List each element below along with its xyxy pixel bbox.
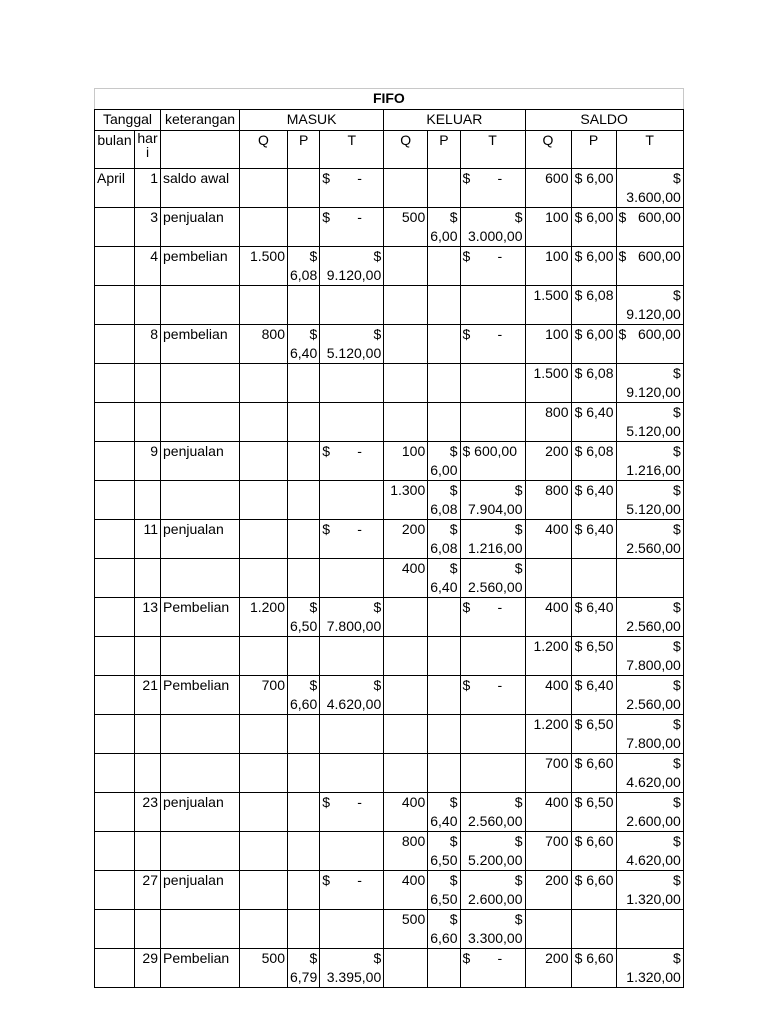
header-masuk-t: T xyxy=(320,131,384,169)
cell-masuk-p: $ 6,08 xyxy=(288,247,320,286)
cell-masuk-t xyxy=(320,637,384,676)
cell-keluar-p: $ 6,08 xyxy=(428,520,460,559)
cell-bulan xyxy=(95,208,135,247)
cell-keluar-p: $ 6,00 xyxy=(428,442,460,481)
cell-bulan xyxy=(95,910,135,949)
cell-keluar-t: $ 2.560,00 xyxy=(460,793,525,832)
cell-keluar-q: 500 xyxy=(384,208,428,247)
cell-keluar-q: 500 xyxy=(384,910,428,949)
cell-saldo-q: 200 xyxy=(525,442,571,481)
cell-masuk-p xyxy=(288,403,320,442)
cell-saldo-t: $ 2.560,00 xyxy=(616,676,683,715)
table-row xyxy=(95,637,684,676)
cell-saldo-t: $ 7.800,00 xyxy=(616,715,683,754)
cell-hari: 23 xyxy=(135,793,161,832)
table-row xyxy=(95,325,684,364)
table-row xyxy=(95,871,684,910)
cell-masuk-t: $ - xyxy=(320,793,384,832)
cell-saldo-t: $ 1.320,00 xyxy=(616,949,683,988)
cell-bulan xyxy=(95,442,135,481)
cell-masuk-q: 500 xyxy=(240,949,288,988)
cell-hari xyxy=(135,637,161,676)
cell-masuk-p xyxy=(288,520,320,559)
cell-keluar-t: $ - xyxy=(460,247,525,286)
cell-hari xyxy=(135,286,161,325)
cell-keterangan: Pembelian xyxy=(161,949,240,988)
cell-masuk-t xyxy=(320,715,384,754)
cell-hari: 11 xyxy=(135,520,161,559)
cell-keluar-p xyxy=(428,715,460,754)
cell-masuk-q xyxy=(240,208,288,247)
cell-saldo-q: 1.500 xyxy=(525,286,571,325)
cell-keluar-p: $ 6,40 xyxy=(428,793,460,832)
cell-bulan xyxy=(95,949,135,988)
cell-keluar-q xyxy=(384,676,428,715)
cell-keluar-p: $ 6,08 xyxy=(428,481,460,520)
cell-saldo-t: $ 600,00 xyxy=(616,325,683,364)
cell-masuk-t xyxy=(320,910,384,949)
header-tanggal: Tanggal xyxy=(95,110,161,131)
cell-keterangan: penjualan xyxy=(161,208,240,247)
cell-keluar-t xyxy=(460,715,525,754)
cell-saldo-p xyxy=(571,910,616,949)
cell-keluar-t: $ 7.904,00 xyxy=(460,481,525,520)
cell-bulan xyxy=(95,559,135,598)
cell-masuk-t: $ 3.395,00 xyxy=(320,949,384,988)
header-keterangan: keterangan xyxy=(161,110,240,131)
cell-saldo-t: $ 9.120,00 xyxy=(616,286,683,325)
table-row xyxy=(95,169,684,208)
table-row xyxy=(95,559,684,598)
table-row xyxy=(95,949,684,988)
cell-keluar-q xyxy=(384,169,428,208)
cell-keterangan xyxy=(161,715,240,754)
cell-keluar-p xyxy=(428,637,460,676)
cell-masuk-q: 1.200 xyxy=(240,598,288,637)
table-row xyxy=(95,793,684,832)
cell-hari: 27 xyxy=(135,871,161,910)
cell-masuk-q xyxy=(240,715,288,754)
cell-keluar-q: 400 xyxy=(384,793,428,832)
cell-saldo-q xyxy=(525,910,571,949)
cell-saldo-p: $ 6,08 xyxy=(571,364,616,403)
cell-masuk-q xyxy=(240,520,288,559)
cell-keterangan: penjualan xyxy=(161,793,240,832)
cell-saldo-t: $ 4.620,00 xyxy=(616,832,683,871)
cell-keluar-q: 1.300 xyxy=(384,481,428,520)
cell-bulan xyxy=(95,364,135,403)
cell-keluar-q: 400 xyxy=(384,559,428,598)
cell-hari xyxy=(135,910,161,949)
table-row xyxy=(95,832,684,871)
cell-saldo-t: $ 2.600,00 xyxy=(616,793,683,832)
cell-keluar-q xyxy=(384,364,428,403)
cell-saldo-p: $ 6,60 xyxy=(571,754,616,793)
cell-masuk-q xyxy=(240,403,288,442)
header-masuk: MASUK xyxy=(240,110,384,131)
table-row xyxy=(95,208,684,247)
cell-bulan xyxy=(95,637,135,676)
cell-saldo-p: $ 6,08 xyxy=(571,442,616,481)
cell-saldo-t: $ 2.560,00 xyxy=(616,520,683,559)
cell-bulan xyxy=(95,286,135,325)
cell-keluar-q: 100 xyxy=(384,442,428,481)
fifo-table xyxy=(94,88,684,988)
cell-masuk-t: $ 5.120,00 xyxy=(320,325,384,364)
cell-masuk-q xyxy=(240,442,288,481)
header-keluar-p: P xyxy=(428,131,460,169)
cell-saldo-t xyxy=(616,910,683,949)
cell-keterangan: pembelian xyxy=(161,325,240,364)
cell-masuk-q xyxy=(240,559,288,598)
cell-saldo-q: 100 xyxy=(525,247,571,286)
header-bulan: bulan xyxy=(95,131,135,169)
table-row xyxy=(95,364,684,403)
cell-keterangan: penjualan xyxy=(161,520,240,559)
cell-bulan xyxy=(95,715,135,754)
cell-keluar-p: $ 6,60 xyxy=(428,910,460,949)
cell-hari: 29 xyxy=(135,949,161,988)
cell-masuk-p xyxy=(288,715,320,754)
cell-saldo-t xyxy=(616,559,683,598)
cell-saldo-t: $ 5.120,00 xyxy=(616,481,683,520)
cell-saldo-q: 600 xyxy=(525,169,571,208)
cell-keterangan xyxy=(161,832,240,871)
cell-keluar-p xyxy=(428,754,460,793)
cell-keluar-t: $ 3.300,00 xyxy=(460,910,525,949)
cell-masuk-q xyxy=(240,169,288,208)
cell-saldo-q: 100 xyxy=(525,325,571,364)
cell-keluar-t: $ 5.200,00 xyxy=(460,832,525,871)
cell-masuk-q xyxy=(240,364,288,403)
cell-saldo-p: $ 6,60 xyxy=(571,832,616,871)
cell-saldo-p: $ 6,00 xyxy=(571,169,616,208)
cell-keterangan: Pembelian xyxy=(161,676,240,715)
cell-keluar-q xyxy=(384,715,428,754)
cell-keterangan xyxy=(161,403,240,442)
header-saldo-q: Q xyxy=(525,131,571,169)
cell-saldo-p: $ 6,40 xyxy=(571,676,616,715)
cell-keluar-t: $ 1.216,00 xyxy=(460,520,525,559)
cell-keterangan xyxy=(161,637,240,676)
cell-keluar-t: $ 2.600,00 xyxy=(460,871,525,910)
cell-bulan xyxy=(95,793,135,832)
header-masuk-p: P xyxy=(288,131,320,169)
cell-keluar-t: $ 2.560,00 xyxy=(460,559,525,598)
cell-masuk-p xyxy=(288,364,320,403)
cell-saldo-q: 700 xyxy=(525,832,571,871)
cell-masuk-t xyxy=(320,832,384,871)
cell-keluar-p xyxy=(428,286,460,325)
table-row xyxy=(95,598,684,637)
cell-masuk-t: $ 4.620,00 xyxy=(320,676,384,715)
cell-saldo-q: 400 xyxy=(525,520,571,559)
cell-masuk-p: $ 6,79 xyxy=(288,949,320,988)
cell-keluar-q xyxy=(384,325,428,364)
cell-saldo-q: 400 xyxy=(525,793,571,832)
cell-masuk-p xyxy=(288,637,320,676)
cell-keterangan: pembelian xyxy=(161,247,240,286)
table-row xyxy=(95,715,684,754)
cell-keluar-t xyxy=(460,286,525,325)
cell-bulan: April xyxy=(95,169,135,208)
cell-keterangan xyxy=(161,481,240,520)
cell-hari xyxy=(135,559,161,598)
cell-masuk-t xyxy=(320,286,384,325)
table-row xyxy=(95,676,684,715)
cell-saldo-t: $ 600,00 xyxy=(616,247,683,286)
cell-keluar-p xyxy=(428,325,460,364)
cell-keluar-p xyxy=(428,676,460,715)
cell-saldo-p: $ 6,00 xyxy=(571,208,616,247)
cell-hari xyxy=(135,832,161,871)
table-row xyxy=(95,442,684,481)
cell-saldo-p: $ 6,08 xyxy=(571,286,616,325)
cell-masuk-q: 700 xyxy=(240,676,288,715)
cell-keluar-p xyxy=(428,403,460,442)
cell-masuk-p xyxy=(288,442,320,481)
cell-saldo-q: 200 xyxy=(525,871,571,910)
cell-hari: 1 xyxy=(135,169,161,208)
cell-saldo-q: 1.200 xyxy=(525,715,571,754)
cell-keluar-q xyxy=(384,754,428,793)
cell-saldo-q: 800 xyxy=(525,403,571,442)
cell-saldo-t: $ 600,00 xyxy=(616,208,683,247)
cell-masuk-t: $ - xyxy=(320,208,384,247)
cell-keluar-q xyxy=(384,403,428,442)
cell-saldo-t: $ 3.600,00 xyxy=(616,169,683,208)
cell-bulan xyxy=(95,676,135,715)
cell-keterangan xyxy=(161,559,240,598)
cell-saldo-t: $ 5.120,00 xyxy=(616,403,683,442)
cell-bulan xyxy=(95,871,135,910)
cell-saldo-p xyxy=(571,559,616,598)
table-row xyxy=(95,403,684,442)
cell-masuk-t xyxy=(320,754,384,793)
cell-masuk-q xyxy=(240,871,288,910)
cell-masuk-q xyxy=(240,910,288,949)
cell-keluar-p: $ 6,50 xyxy=(428,832,460,871)
cell-masuk-p: $ 6,60 xyxy=(288,676,320,715)
cell-keluar-t: $ - xyxy=(460,598,525,637)
cell-keluar-q: 400 xyxy=(384,871,428,910)
cell-bulan xyxy=(95,247,135,286)
cell-hari: 21 xyxy=(135,676,161,715)
cell-keluar-p: $ 6,40 xyxy=(428,559,460,598)
cell-saldo-p: $ 6,50 xyxy=(571,793,616,832)
cell-bulan xyxy=(95,598,135,637)
cell-saldo-q: 800 xyxy=(525,481,571,520)
cell-bulan xyxy=(95,481,135,520)
cell-keluar-q: 800 xyxy=(384,832,428,871)
cell-keterangan: saldo awal xyxy=(161,169,240,208)
cell-keluar-p xyxy=(428,949,460,988)
header-keterangan-blank xyxy=(161,131,240,169)
table-row xyxy=(95,286,684,325)
table-row xyxy=(95,754,684,793)
header-saldo: SALDO xyxy=(525,110,683,131)
cell-masuk-t: $ - xyxy=(320,871,384,910)
cell-saldo-p: $ 6,50 xyxy=(571,715,616,754)
cell-keluar-t: $ - xyxy=(460,949,525,988)
cell-bulan xyxy=(95,325,135,364)
cell-saldo-t: $ 1.216,00 xyxy=(616,442,683,481)
header-keluar-t: T xyxy=(460,131,525,169)
cell-hari xyxy=(135,754,161,793)
cell-masuk-q xyxy=(240,286,288,325)
cell-bulan xyxy=(95,520,135,559)
cell-keluar-t xyxy=(460,364,525,403)
cell-saldo-q: 1.500 xyxy=(525,364,571,403)
cell-keterangan: penjualan xyxy=(161,442,240,481)
cell-saldo-p: $ 6,40 xyxy=(571,481,616,520)
header-keluar: KELUAR xyxy=(384,110,525,131)
cell-masuk-p xyxy=(288,559,320,598)
cell-keluar-t: $ 3.000,00 xyxy=(460,208,525,247)
cell-keluar-q xyxy=(384,598,428,637)
cell-keluar-p xyxy=(428,247,460,286)
cell-masuk-p xyxy=(288,871,320,910)
table-row xyxy=(95,910,684,949)
cell-keluar-p xyxy=(428,598,460,637)
cell-masuk-t: $ 7.800,00 xyxy=(320,598,384,637)
table-title: FIFO xyxy=(95,89,684,110)
header-saldo-t: T xyxy=(616,131,683,169)
table-row xyxy=(95,247,684,286)
cell-masuk-q xyxy=(240,793,288,832)
cell-keluar-t xyxy=(460,403,525,442)
cell-bulan xyxy=(95,832,135,871)
cell-keluar-t: $ - xyxy=(460,169,525,208)
cell-masuk-p: $ 6,40 xyxy=(288,325,320,364)
cell-masuk-p: $ 6,50 xyxy=(288,598,320,637)
cell-hari: 3 xyxy=(135,208,161,247)
cell-keluar-p xyxy=(428,364,460,403)
cell-masuk-t: $ - xyxy=(320,442,384,481)
header-hari: hari xyxy=(135,131,161,169)
cell-saldo-p: $ 6,60 xyxy=(571,949,616,988)
cell-keluar-t: $ - xyxy=(460,325,525,364)
cell-saldo-p: $ 6,40 xyxy=(571,598,616,637)
cell-keluar-p: $ 6,50 xyxy=(428,871,460,910)
cell-masuk-q xyxy=(240,832,288,871)
cell-saldo-p: $ 6,00 xyxy=(571,325,616,364)
cell-bulan xyxy=(95,754,135,793)
cell-saldo-t: $ 1.320,00 xyxy=(616,871,683,910)
cell-keterangan xyxy=(161,754,240,793)
cell-saldo-p: $ 6,60 xyxy=(571,871,616,910)
header-keluar-q: Q xyxy=(384,131,428,169)
cell-masuk-q: 1.500 xyxy=(240,247,288,286)
cell-masuk-p xyxy=(288,286,320,325)
header-saldo-p: P xyxy=(571,131,616,169)
cell-saldo-t: $ 7.800,00 xyxy=(616,637,683,676)
cell-masuk-t: $ - xyxy=(320,520,384,559)
table-row xyxy=(95,520,684,559)
cell-hari: 4 xyxy=(135,247,161,286)
cell-saldo-t: $ 9.120,00 xyxy=(616,364,683,403)
cell-keluar-q xyxy=(384,637,428,676)
cell-keluar-p: $ 6,00 xyxy=(428,208,460,247)
cell-keluar-q xyxy=(384,286,428,325)
cell-masuk-p xyxy=(288,754,320,793)
cell-saldo-q: 100 xyxy=(525,208,571,247)
cell-saldo-p: $ 6,40 xyxy=(571,403,616,442)
cell-masuk-p xyxy=(288,832,320,871)
cell-masuk-q xyxy=(240,754,288,793)
cell-masuk-p xyxy=(288,481,320,520)
cell-hari: 8 xyxy=(135,325,161,364)
cell-masuk-t xyxy=(320,481,384,520)
cell-keluar-q xyxy=(384,949,428,988)
cell-masuk-q xyxy=(240,481,288,520)
cell-keluar-q xyxy=(384,247,428,286)
cell-masuk-t xyxy=(320,403,384,442)
cell-saldo-q: 1.200 xyxy=(525,637,571,676)
cell-masuk-t xyxy=(320,559,384,598)
cell-saldo-q: 200 xyxy=(525,949,571,988)
cell-saldo-p: $ 6,50 xyxy=(571,637,616,676)
cell-keluar-p xyxy=(428,169,460,208)
header-masuk-q: Q xyxy=(240,131,288,169)
cell-masuk-p xyxy=(288,169,320,208)
cell-masuk-t xyxy=(320,364,384,403)
cell-masuk-p xyxy=(288,208,320,247)
cell-hari xyxy=(135,715,161,754)
cell-keterangan: penjualan xyxy=(161,871,240,910)
cell-keterangan xyxy=(161,286,240,325)
cell-saldo-q: 700 xyxy=(525,754,571,793)
cell-keterangan xyxy=(161,364,240,403)
cell-hari xyxy=(135,403,161,442)
cell-saldo-t: $ 2.560,00 xyxy=(616,598,683,637)
cell-saldo-p: $ 6,40 xyxy=(571,520,616,559)
cell-saldo-p: $ 6,00 xyxy=(571,247,616,286)
cell-saldo-t: $ 4.620,00 xyxy=(616,754,683,793)
cell-masuk-t: $ - xyxy=(320,169,384,208)
cell-keluar-t: $ - xyxy=(460,676,525,715)
cell-saldo-q: 400 xyxy=(525,676,571,715)
cell-bulan xyxy=(95,403,135,442)
cell-hari xyxy=(135,364,161,403)
cell-keluar-t xyxy=(460,754,525,793)
cell-masuk-p xyxy=(288,910,320,949)
cell-hari: 13 xyxy=(135,598,161,637)
table-row xyxy=(95,481,684,520)
cell-masuk-p xyxy=(288,793,320,832)
cell-masuk-q xyxy=(240,637,288,676)
cell-saldo-q: 400 xyxy=(525,598,571,637)
cell-hari: 9 xyxy=(135,442,161,481)
cell-hari xyxy=(135,481,161,520)
cell-saldo-q xyxy=(525,559,571,598)
cell-keluar-t: $ 600,00 xyxy=(460,442,525,481)
cell-keterangan: Pembelian xyxy=(161,598,240,637)
cell-keluar-q: 200 xyxy=(384,520,428,559)
cell-masuk-t: $ 9.120,00 xyxy=(320,247,384,286)
cell-keluar-t xyxy=(460,637,525,676)
cell-keterangan xyxy=(161,910,240,949)
cell-masuk-q: 800 xyxy=(240,325,288,364)
